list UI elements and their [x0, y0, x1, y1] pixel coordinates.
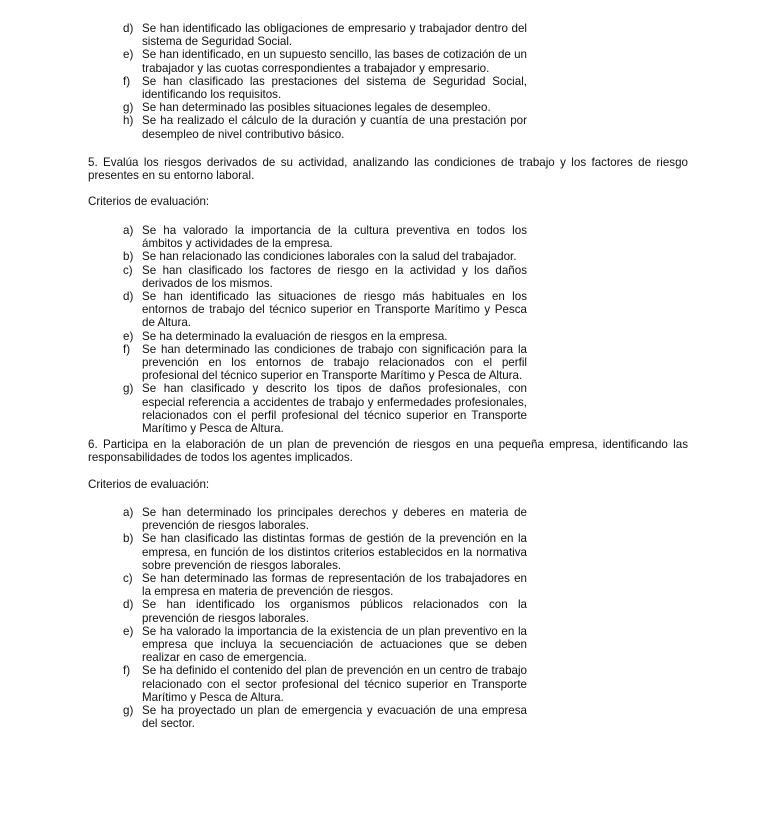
- list-marker: b): [123, 532, 134, 546]
- list-item: [0, 75, 600, 101]
- list-item: [0, 664, 600, 704]
- list-item-text: Se ha proyectado un plan de emergencia y evacuación de una empresa del sector.: [142, 704, 527, 731]
- list-marker: g): [123, 101, 134, 115]
- list-item-text: Se ha determinado la evaluación de riesgos en la empresa.: [142, 329, 448, 343]
- list-marker: d): [123, 598, 134, 612]
- list-item-text: Se han clasificado los factores de riesgo en la actividad y los daños derivados de los mismos.: [142, 263, 527, 290]
- list-item-text: Se ha realizado el cálculo de la duración y cuantía de una prestación por desempleo de nivel contributivo básico.: [142, 114, 527, 141]
- list-item-text: Se han clasificado las distintas formas de gestión de la prevención en la empresa, en función de los distintos criterios establecidos en la normativa sobre prevención de riesgos laborales.: [142, 532, 527, 572]
- list-item-text: Se han determinado las condiciones de trabajo con significación para la prevención en los entornos de trabajo relacionados con el perfil profesional del técnico superior en Transporte Marítimo y Pesca de Altura.: [142, 342, 527, 383]
- list-item: [0, 532, 600, 572]
- list-item: [0, 343, 600, 383]
- list-item: [0, 330, 600, 343]
- list-item-text: Se han identificado, en un supuesto sencillo, las bases de cotización de un trabajador y las cuotas correspondientes a trabajador y empresario.: [142, 48, 527, 75]
- section5-criteria-list: [0, 224, 600, 435]
- list-item: [0, 114, 600, 140]
- list-item: [0, 224, 600, 250]
- list-item-text: Se han identificado las situaciones de riesgo más habituales en los entornos de trabajo del técnico superior en Transporte Marítimo y Pesca de Altura.: [142, 290, 527, 330]
- list-marker: f): [123, 74, 131, 88]
- list-marker: h): [123, 114, 134, 128]
- section5-criteria: [0, 224, 600, 435]
- section6-criteria-list: [0, 506, 600, 730]
- section6-heading: 6. Participa en la elaboración de un plan de prevención de riesgos en una pequeña empresa, identificando las responsabilidades de todos los agentes implicados.: [88, 438, 688, 465]
- list-item: [0, 625, 600, 665]
- list-item: [0, 704, 600, 730]
- list-marker: d): [123, 290, 134, 304]
- list-item-text: Se han clasificado y descrito los tipos de daños profesionales, con especial referencia a accidentes de trabajo y enfermedades profesionales, relacionados con el perfil profesional del técnico superior en Transporte Marítimo y Pesca de Altura.: [142, 382, 527, 436]
- list-item-text: Se han identificado las obligaciones de empresario y trabajador dentro del sistema de Seguridad Social.: [142, 22, 527, 49]
- list-marker: e): [123, 48, 134, 62]
- list-item-text: Se han clasificado las prestaciones del sistema de Seguridad Social, identificando los requisitos.: [142, 74, 527, 102]
- list-item-text: Se ha valorado la importancia de la cultura preventiva en todos los ámbitos y actividades de la empresa.: [142, 224, 527, 251]
- section5-heading: 5. Evalúa los riesgos derivados de su actividad, analizando las condiciones de trabajo y los factores de riesgo presentes en su entorno laboral.: [88, 156, 688, 183]
- list-marker: g): [123, 704, 134, 718]
- list-item: [0, 250, 600, 263]
- list-marker: g): [123, 382, 134, 396]
- list-item-text: Se ha definido el contenido del plan de prevención en un centro de trabajo relacionado con el sector profesional del técnico superior en Transporte Marítimo y Pesca de Altura.: [142, 664, 527, 704]
- list-marker: f): [123, 664, 131, 678]
- section4-tail: [0, 22, 600, 141]
- section6-criteria-label: Criterios de evaluación:: [88, 478, 210, 491]
- list-marker: d): [123, 22, 134, 35]
- list-item-text: Se han determinado los principales derechos y deberes en materia de prevención de riesgos laborales.: [142, 506, 527, 533]
- list-item: [0, 598, 600, 624]
- list-marker: c): [123, 572, 133, 586]
- list-marker: c): [123, 263, 133, 277]
- list-marker: a): [123, 224, 134, 237]
- list-item: [0, 101, 600, 114]
- list-item-text: Se han relacionado las condiciones laborales con la salud del trabajador.: [142, 250, 517, 264]
- list-marker: b): [123, 250, 134, 264]
- list-item-text: Se ha valorado la importancia de la existencia de un plan preventivo en la empresa que incluya la secuenciación de actuaciones que se deben realizar en caso de emergencia.: [142, 624, 527, 665]
- list-item: [0, 22, 600, 48]
- section4-criteria-list: [0, 22, 600, 141]
- list-item: [0, 264, 600, 290]
- list-item: [0, 382, 600, 435]
- list-marker: e): [123, 329, 134, 343]
- list-item: [0, 506, 600, 532]
- section5-criteria-label: Criterios de evaluación:: [88, 195, 210, 208]
- list-marker: e): [123, 624, 134, 638]
- list-item-text: Se han determinado las formas de representación de los trabajadores en la empresa en materia de prevención de riesgos.: [142, 572, 527, 599]
- list-item: [0, 572, 600, 598]
- list-item-text: Se han identificado los organismos públicos relacionados con la prevención de riesgos laborales.: [142, 598, 527, 625]
- list-marker: f): [123, 342, 131, 356]
- section6-criteria: [0, 506, 600, 730]
- list-item-text: Se han determinado las posibles situaciones legales de desempleo.: [142, 101, 491, 115]
- list-item: [0, 290, 600, 330]
- list-item: [0, 48, 600, 74]
- list-marker: a): [123, 506, 134, 519]
